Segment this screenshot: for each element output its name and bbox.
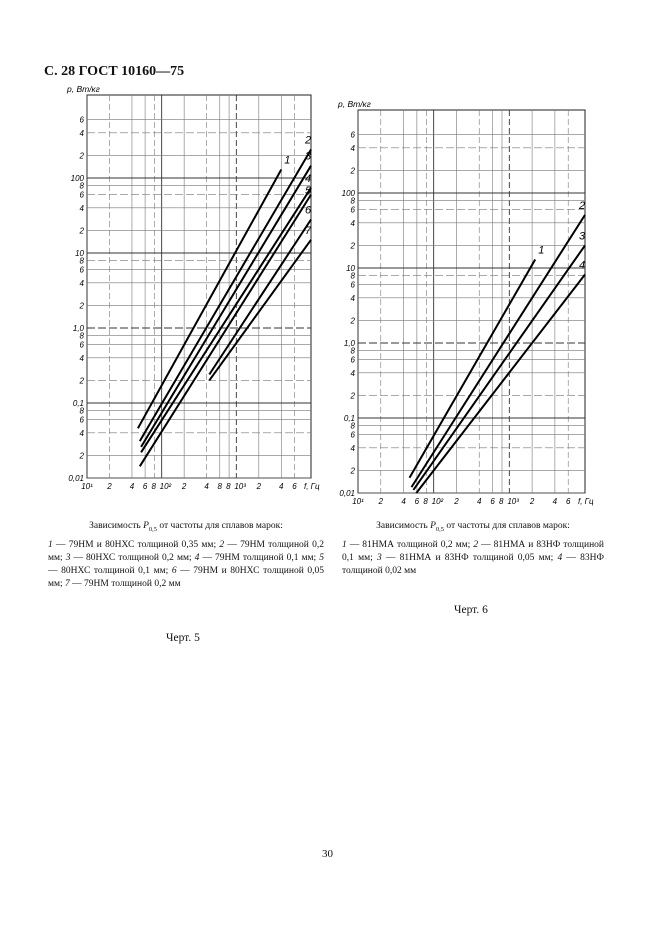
- x-tick-label: 6: [142, 482, 148, 491]
- y-tick-label: 4: [350, 218, 355, 228]
- y-tick-label: 4: [79, 278, 84, 288]
- y-tick-label: 2: [79, 376, 84, 386]
- series-label: 5: [305, 184, 312, 197]
- y-tick-label: 6: [350, 355, 355, 365]
- legend-number: 6: [171, 565, 177, 576]
- series-label: 2: [305, 134, 312, 147]
- y-tick-label: 6: [79, 115, 84, 125]
- x-tick-label: 6: [414, 497, 420, 506]
- x-tick-label: 4: [204, 482, 209, 491]
- y-tick-label: 1,0: [72, 324, 84, 333]
- caption-legend: [48, 540, 324, 589]
- x-axis-label: f, Гц: [578, 497, 594, 506]
- series-line-2: [412, 215, 586, 487]
- x-tick-label: 6: [292, 482, 297, 491]
- series-line-1: [410, 260, 536, 478]
- y-tick-label: 8: [79, 256, 84, 266]
- legend-text: — 79НМ толщиной 0,2 мм: [69, 578, 181, 589]
- page-header: С. 28 ГОСТ 10160—75: [44, 64, 185, 79]
- series-line-5: [140, 195, 311, 467]
- x-tick-label: 2: [181, 482, 187, 491]
- chart-5: [66, 84, 320, 491]
- y-tick-label: 0,01: [68, 474, 84, 483]
- y-tick-label: 8: [79, 406, 84, 416]
- legend-number: 3: [376, 552, 382, 563]
- legend-text: — 81НМА и 83НФ толщиной 0,05 мм;: [381, 552, 558, 563]
- series-label: 4: [305, 172, 312, 185]
- y-tick-label: 100: [341, 189, 355, 198]
- y-tick-label: 2: [79, 226, 84, 236]
- x-tick-label: 4: [401, 497, 406, 506]
- y-tick-label: 8: [79, 331, 84, 341]
- series-line-3: [413, 245, 585, 490]
- legend-text: — 79НМ толщиной 0,1 мм;: [199, 552, 320, 563]
- series-label: 3: [579, 230, 586, 243]
- y-tick-label: 4: [79, 128, 84, 138]
- y-tick-label: 8: [350, 196, 355, 206]
- y-tick-label: 4: [350, 443, 355, 453]
- legend-number: 1: [342, 539, 347, 550]
- y-tick-label: 8: [350, 421, 355, 431]
- series-label: 1: [284, 154, 291, 167]
- x-tick-label: 10³: [507, 497, 519, 506]
- figure-6-label: Черт. 6: [454, 604, 488, 616]
- y-tick-label: 2: [79, 151, 84, 161]
- x-tick-label: 4: [476, 497, 482, 506]
- x-tick-label: 8: [226, 482, 231, 491]
- legend-number: 2: [219, 539, 225, 550]
- y-tick-label: 8: [350, 346, 355, 356]
- legend-text: — 80НХС толщиной 0,2 мм;: [70, 552, 195, 563]
- caption-title: Зависимость $P_{0,5}$ от частоты для сплавов марок:: [89, 521, 283, 533]
- figure-5-label: Черт. 5: [166, 632, 200, 644]
- x-tick-label: 2: [107, 482, 112, 491]
- x-tick-label: 8: [423, 497, 428, 506]
- series-label: 1: [538, 244, 545, 257]
- caption-legend: [342, 540, 604, 576]
- legend-text: — 81НМА и 83НФ толщиной 0,1 мм;: [342, 539, 605, 563]
- x-tick-label: 4: [279, 482, 284, 491]
- y-tick-label: 2: [350, 166, 355, 176]
- series-line-4: [416, 275, 585, 494]
- y-tick-label: 4: [350, 143, 355, 153]
- y-tick-label: 2: [350, 466, 355, 476]
- legend-number: 3: [65, 552, 71, 563]
- chart-6: [337, 99, 594, 506]
- y-tick-label: 2: [350, 316, 355, 326]
- y-tick-label: 6: [350, 430, 355, 440]
- y-tick-label: 6: [350, 205, 355, 215]
- caption-title: Зависимость $P_{0,5}$ от частоты для сплавов марок:: [376, 521, 570, 533]
- y-tick-label: 8: [350, 271, 355, 281]
- series-label: 3: [305, 150, 312, 163]
- legend-text: — 79НМ и 80НХС толщиной 0,05 мм;: [48, 565, 324, 589]
- plot-frame: [358, 110, 585, 493]
- figure-6-caption: [342, 520, 604, 578]
- y-axis-label: p, Вт/кг: [338, 99, 371, 109]
- legend-text: — 79НМ толщиной 0,2 мм;: [48, 539, 324, 563]
- page-number: 30: [322, 848, 333, 860]
- y-tick-label: 10: [75, 249, 84, 258]
- legend-number: 4: [194, 552, 200, 563]
- legend-number: 5: [319, 552, 324, 563]
- y-tick-label: 6: [79, 415, 84, 425]
- x-tick-label: 10¹: [352, 497, 364, 506]
- y-axis-label: p, Вт/кг: [67, 84, 100, 94]
- series-line-2: [140, 150, 311, 442]
- y-tick-label: 4: [79, 428, 84, 438]
- series-line-4: [141, 188, 311, 453]
- y-tick-label: 6: [79, 265, 84, 275]
- x-tick-label: 6: [490, 497, 495, 506]
- x-tick-label: 2: [378, 497, 384, 506]
- y-tick-label: 2: [350, 241, 355, 251]
- x-tick-label: 8: [217, 482, 222, 491]
- y-tick-label: 0,1: [72, 399, 84, 408]
- y-tick-label: 10: [346, 264, 355, 273]
- figure-5-caption: [48, 520, 324, 591]
- y-tick-label: 4: [350, 368, 355, 378]
- y-tick-label: 6: [79, 190, 84, 200]
- x-tick-label: 8: [151, 482, 156, 491]
- x-tick-label: 10²: [159, 482, 172, 491]
- series-label: 2: [579, 199, 586, 212]
- y-tick-label: 100: [70, 174, 84, 183]
- legend-text: — 79НМ и 80НХС толщиной 0,35 мм;: [52, 539, 220, 550]
- series-label: 6: [305, 204, 312, 217]
- series-label: 7: [305, 224, 312, 237]
- x-tick-label: 10²: [431, 497, 444, 506]
- y-tick-label: 6: [79, 340, 84, 350]
- x-tick-label: 10³: [234, 482, 246, 491]
- y-tick-label: 0,01: [339, 489, 355, 498]
- y-tick-label: 0,1: [343, 414, 355, 423]
- y-tick-label: 6: [350, 280, 355, 290]
- y-tick-label: 4: [350, 293, 355, 303]
- legend-text: — 80НХС толщиной 0,1 мм;: [48, 565, 172, 576]
- legend-number: 1: [48, 539, 53, 550]
- x-tick-label: 2: [256, 482, 262, 491]
- x-axis-label: f, Гц: [304, 482, 320, 491]
- y-tick-label: 2: [79, 451, 84, 461]
- x-tick-label: 8: [499, 497, 504, 506]
- legend-number: 2: [473, 539, 479, 550]
- y-tick-label: 6: [350, 130, 355, 140]
- y-tick-label: 8: [79, 181, 84, 191]
- x-tick-label: 10¹: [81, 482, 93, 491]
- y-tick-label: 4: [79, 203, 84, 213]
- legend-number: 4: [557, 552, 563, 563]
- y-tick-label: 2: [350, 391, 355, 401]
- x-tick-label: 2: [529, 497, 535, 506]
- y-tick-label: 2: [79, 301, 84, 311]
- legend-text: — 81НМА толщиной 0,2 мм;: [346, 539, 474, 550]
- series-label: 4: [579, 259, 586, 272]
- x-tick-label: 2: [454, 497, 459, 506]
- legend-number: 7: [65, 578, 70, 589]
- x-tick-label: 4: [552, 497, 558, 506]
- legend-text: — 83НФ толщиной 0,02 мм: [342, 552, 604, 576]
- y-tick-label: 1,0: [343, 339, 355, 348]
- x-tick-label: 6: [565, 497, 571, 506]
- x-tick-label: 4: [129, 482, 135, 491]
- y-tick-label: 4: [79, 353, 84, 363]
